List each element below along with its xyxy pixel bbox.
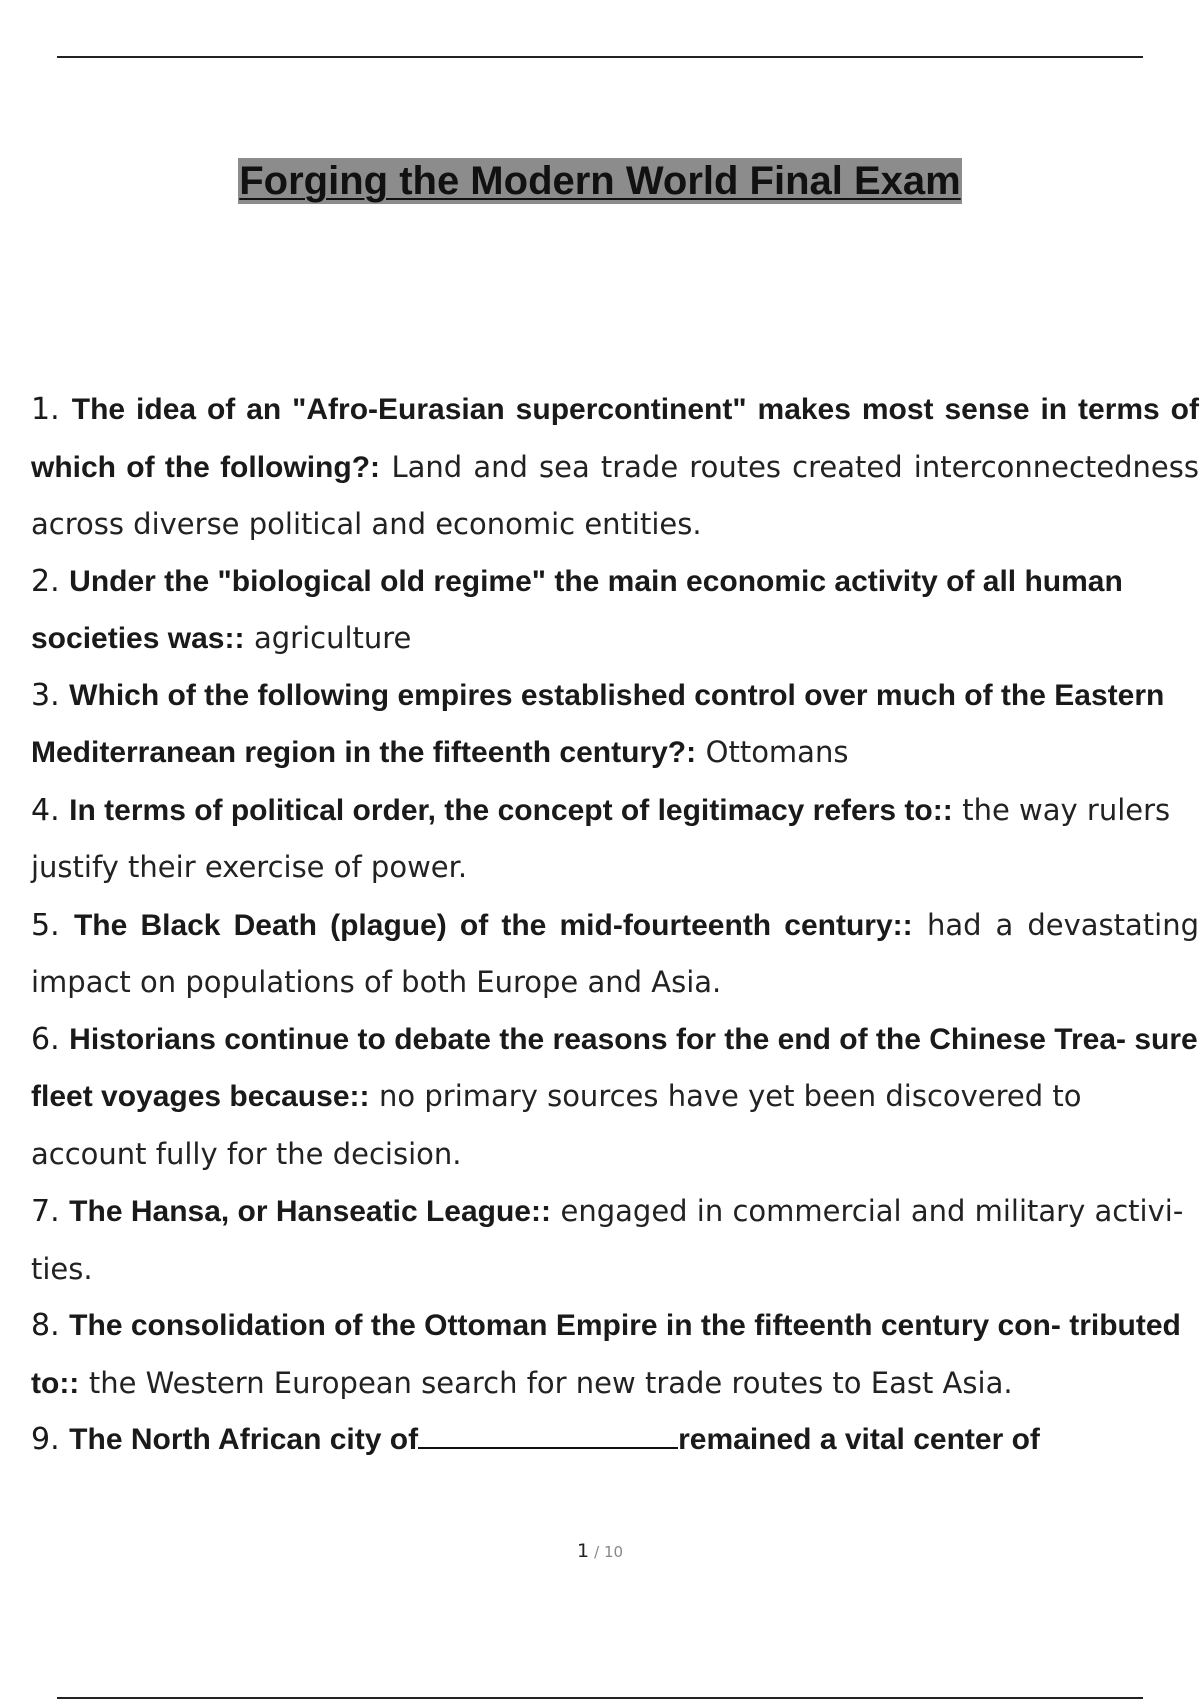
question-stem: Under the "biological old regime" the main economic activity of all human societies was:: <box>31 564 1123 655</box>
question-stem: The Hansa, or Hanseatic League:: <box>69 1195 551 1228</box>
question-stem: The idea of an "Afro-Eurasian supercontinent" makes most sense in terms of which of the following?: <box>31 393 1199 484</box>
question-number: 1. <box>31 392 60 427</box>
question-stem: The Black Death (plague) of the mid-fourteenth century:: <box>73 908 913 942</box>
question-answer: Land and sea trade routes created interconnectedness across diverse political and economic entities. <box>31 449 1199 541</box>
question-number: 6. <box>31 1021 60 1057</box>
question-1 <box>31 382 1199 554</box>
title-container <box>0 158 1200 204</box>
question-number: 7. <box>31 1194 60 1229</box>
question-4 <box>31 782 1199 897</box>
question-stem: The consolidation of the Ottoman Empire in the fifteenth century con- tributed to:: <box>31 1309 1181 1400</box>
question-number: 5. <box>31 907 60 943</box>
question-answer: had a devastating impact on populations of both Europe and Asia. <box>31 907 1199 999</box>
question-stem: In terms of political order, the concept of legitimacy refers to:: <box>69 793 953 827</box>
question-list <box>31 382 1199 1469</box>
question-6 <box>31 1012 1199 1184</box>
question-number: 9. <box>31 1422 60 1457</box>
document-title: Forging the Modern World Final Exam <box>239 159 961 203</box>
fill-in-blank <box>418 1421 678 1449</box>
bottom-rule <box>57 1697 1143 1699</box>
question-9 <box>31 1412 1199 1469</box>
question-answer: Ottomans <box>705 735 849 769</box>
question-stem: Historians continue to debate the reasons for the end of the Chinese Trea- sure fleet voyages because:: <box>31 1022 1198 1113</box>
question-number: 8. <box>31 1308 60 1343</box>
question-number: 2. <box>31 563 60 599</box>
question-answer: agriculture <box>253 621 412 655</box>
question-answer: engaged in commercial and military activi- ties. <box>31 1194 1184 1286</box>
question-8 <box>31 1298 1199 1412</box>
current-page-number: 1 <box>576 1540 590 1562</box>
question-stem: Which of the following empires established control over much of the Eastern Mediterranean region in the fifteenth century?: <box>31 678 1165 769</box>
question-answer: the way rulers justify their exercise of power. <box>31 792 1171 884</box>
total-pages: / 10 <box>594 1543 624 1561</box>
question-answer: the Western European search for new trade routes to East Asia. <box>88 1365 1013 1400</box>
page-indicator <box>0 1540 1200 1562</box>
question-3 <box>31 668 1199 782</box>
question-answer: no primary sources have yet been discovered to account fully for the decision. <box>31 1079 1082 1171</box>
question-5 <box>31 897 1199 1012</box>
question-stem-before-blank: The North African city of <box>69 1423 419 1456</box>
question-number: 4. <box>31 792 60 828</box>
top-rule <box>57 56 1143 58</box>
question-7 <box>31 1183 1199 1298</box>
question-2 <box>31 554 1199 668</box>
question-number: 3. <box>31 677 60 713</box>
question-stem-after-blank: remained a vital center of <box>678 1423 1040 1456</box>
